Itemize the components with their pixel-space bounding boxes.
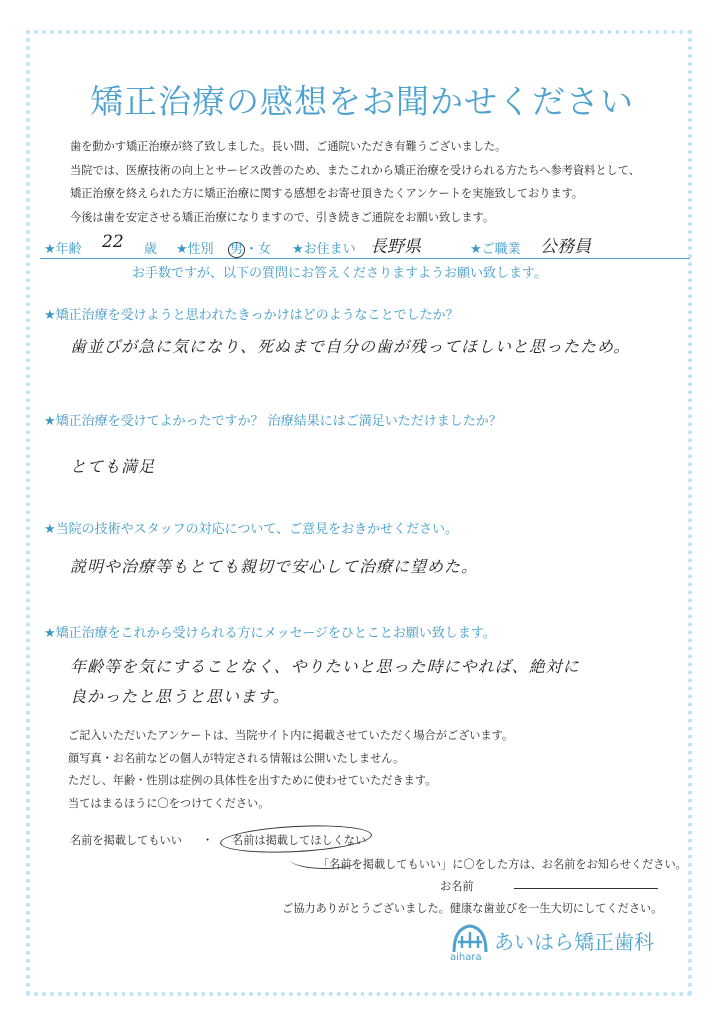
respondent-info: [40, 232, 690, 260]
thanks-message: ご協力ありがとうございました。健康な歯並びを一生大切にしてください。: [282, 902, 663, 915]
clinic-name: あいはら矯正歯科: [494, 930, 654, 954]
option-separator: ・: [202, 834, 214, 847]
age-label: ★年齢: [44, 242, 82, 257]
option-publish-ng: 名前は掲載してほしくない: [232, 834, 367, 847]
answer-2: とても満足: [70, 457, 156, 476]
option-publish-ok: 名前を掲載してもいい: [70, 834, 182, 847]
answer-4-line-1: 年齢等を気にすることなく、やりたいと思った時にやれば、絶対に: [70, 657, 580, 676]
gender-options: [228, 238, 271, 258]
instruction-note: お手数ですが、以下の質問にお答えくださりますようお願い致します。: [132, 266, 547, 281]
job-value: 公務員: [540, 237, 591, 257]
address-label: ★お住まい: [292, 242, 356, 257]
answer-4-line-2: 良かったと思うと思います。: [70, 687, 290, 706]
notice-line: 当てはまるほうに〇をつけてください。: [68, 796, 270, 810]
name-label: お名前: [440, 880, 474, 893]
gender-label: ★性別: [176, 242, 214, 257]
clinic-logo: [446, 922, 676, 966]
notice-line: ご記入いただいたアンケートは、当院サイト内に掲載させていただく場合がございます。: [68, 729, 514, 742]
job-label: ★ご職業: [470, 242, 521, 257]
question-4: ★矯正治療をこれから受けられる方にメッセージをひとことお願い致します。: [44, 626, 496, 641]
info-divider: [40, 258, 690, 259]
notice-line: 顔写真・お名前などの個人が特定される情報は公開いたしません。: [68, 751, 405, 765]
tooth-arch-icon: [450, 922, 490, 954]
gender-male: 男: [230, 242, 244, 257]
intro-line: 矯正治療を終えられた方に矯正治療に関する感想をお寄せ頂きたくアンケートを実施致しております。: [70, 187, 584, 200]
page-title: 矯正治療の感想をお聞かせください: [90, 82, 634, 121]
address-value: 長野県: [370, 237, 421, 257]
question-2: ★矯正治療を受けてよかったですか？ 治療結果にはご満足いただけましたか？: [44, 414, 502, 429]
intro-text: [70, 135, 690, 229]
question-1: ★矯正治療を受けようと思われたきっかけはどのようなことでしたか？: [44, 308, 459, 323]
notice-line: ただし、年齢・性別は症例の具体性を出すために使わせていただきます。: [68, 774, 437, 787]
name-field-line: [514, 888, 658, 889]
publication-notice: [68, 725, 513, 815]
intro-line: 歯を動かす矯正治療が終了致しました。長い間、ご通院いただき有難うございました。: [70, 140, 507, 153]
gender-separator: ・: [245, 242, 259, 257]
intro-line: 今後は歯を安定させる矯正治療になりますので、引き続きご通院をお願い致します。: [70, 210, 495, 224]
answer-3: 説明や治療等もとても親切で安心して治療に望めた。: [70, 557, 479, 576]
clinic-name-roman: aihara: [450, 952, 482, 963]
question-3: ★当院の技術やスタッフの対応について、ご意見をおきかせください。: [44, 522, 459, 537]
name-request: 「名前を掲載してもいい」に〇をした方は、お名前をお知らせください。: [318, 858, 687, 871]
intro-line: 当院では、医療技術の向上とサービス改善のため、またこれから矯正治療を受けられる方たちへ参考資料として、: [70, 163, 640, 177]
gender-female: 女: [258, 242, 272, 257]
answer-1: 歯並びが急に気になり、死ぬまで自分の歯が残ってほしいと思ったため。: [70, 337, 631, 356]
age-value: 22: [102, 232, 124, 252]
age-unit: 歳: [144, 242, 158, 257]
